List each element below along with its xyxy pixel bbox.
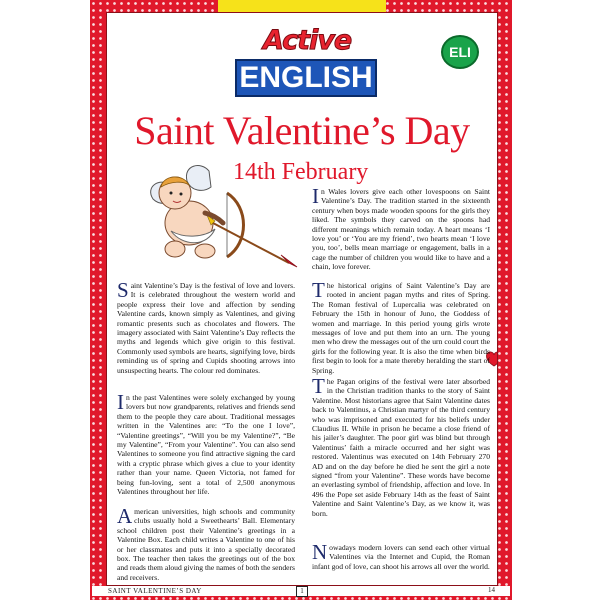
drop-cap: N <box>312 540 328 564</box>
paragraph <box>117 278 295 375</box>
paragraph <box>312 540 490 571</box>
logo-active-text: Active <box>263 25 352 56</box>
paragraph-text: owadays modern lovers can send each other virtual Valentines via the Internet and Cupid, the Roman infant god of love, can shoot his arrows all over the world. <box>312 543 490 571</box>
paragraph-text: he Pagan origins of the festival were later absorbed in the Christian tradition thanks to the story of Saint Valentine. Most historians agree that Saint Valentine dates back to Valentinus, a Christian martyr of the third century who was imprisoned and executed for his beliefs under Claudius II. While in prison he became a close friend of his jailer’s daughter. The poor girl was blind but through Valentinus’ faith a miracle occurred and her sight was restored. Valentinus was executed on 14th February 270 AD and on the day before he died he sent the girl a note signed “from your Valentine”. These words have become an everlasting symbol of friendship, affection and love. In 496 the Pope set aside February 14th as the feast of Saint Valentine and Saint Valentine’s Day, as we know it, was born. <box>312 377 490 518</box>
paragraph <box>117 390 295 497</box>
page-subtitle: 14th February <box>233 159 369 185</box>
drop-cap: I <box>117 390 124 414</box>
drop-cap: T <box>312 278 325 302</box>
paragraph <box>312 374 490 518</box>
paragraph <box>312 184 490 272</box>
paragraph <box>312 278 490 375</box>
paragraph <box>117 504 295 582</box>
paragraph-text: n the past Valentines were solely exchanged by young lovers but now grandparents, relatives and friends send them to the people they care about. Traditional messages written in the Valentines are: “To the one I love”, “Valentine greetings”, “Will you be my Valentine?”, “Be my Valentine”, “From your Valentine”. You can also send Valentines to someone you find attractive signing the card with a cryptic phrase which gives a clue to your identity rather than your name. Queen Victoria, not famed for being fun-loving, sent a total of 2,500 anonymous Valentines throughout her life. <box>117 393 295 497</box>
eli-badge: ELI <box>441 35 479 69</box>
page-title: Saint Valentine’s Day <box>134 108 470 153</box>
drop-cap: A <box>117 504 133 528</box>
drop-cap: S <box>117 278 129 302</box>
footer-page-number: 1 <box>296 586 308 597</box>
worksheet-page <box>106 12 498 586</box>
footer-section-label: SAINT VALENTINE’S DAY <box>108 587 202 595</box>
footer-right-mark: 14 <box>488 586 495 594</box>
cupid-illustration <box>131 163 301 275</box>
drop-cap: T <box>312 374 325 398</box>
paragraph-text: merican universities, high schools and community clubs usually hold a Sweethearts’ Ball. Elementary school children post their Valentine’s greetings in a Valentine Box. Each child writes a Valentine to one of his or her classmates and puts it into a specially decorated box. The teacher then takes the greetings out of the box and reads them aloud giving the names of both the senders and receivers. <box>117 507 295 582</box>
paragraph-text: he historical origins of Saint Valentine’s Day are rooted in ancient pagan myths and rites of Spring. The Roman festival of Lupercalia was celebrated on February the 15th in honour of Juno, the Goddess of women and marriage. In this period young girls wrote messages of love and put them into an urn. The young men who drew the messages out of the urn could court the girls for the following year. It is also the time when birds first begin to look for a mate thereby heralding the start of Spring. <box>312 281 490 375</box>
logo-english-text: ENGLISH <box>235 59 377 97</box>
paragraph-text: aint Valentine’s Day is the festival of love and lovers. It is celebrated throughout the western world and people express their love and affection by sending Valentine cards, known simply as Valentines, and giving romantic presents such as chocolates and flowers. The imagery associated with Saint Valentine’s Day reflects the myths and legends which give origin to this festival. Commonly used symbols are hearts, signifying love, birds reminding us of spring and Cupids shooting arrows into unsuspecting hearts. The colour red dominates. <box>117 281 295 375</box>
drop-cap: I <box>312 184 319 208</box>
paragraph-text: n Wales lovers give each other lovespoons on Saint Valentine’s Day. The tradition started in the sixteenth century when boys made wooden spoons for the girls they liked. The symbols they carved on the spoons had different meanings which remain today. A heart means ‘I love you’ or ‘You are my friend’, two hearts mean ‘I love you, too’, bells mean marriage or engagement, balls in a cage the number of children you would like to have and a chain, love forever. <box>312 187 490 272</box>
